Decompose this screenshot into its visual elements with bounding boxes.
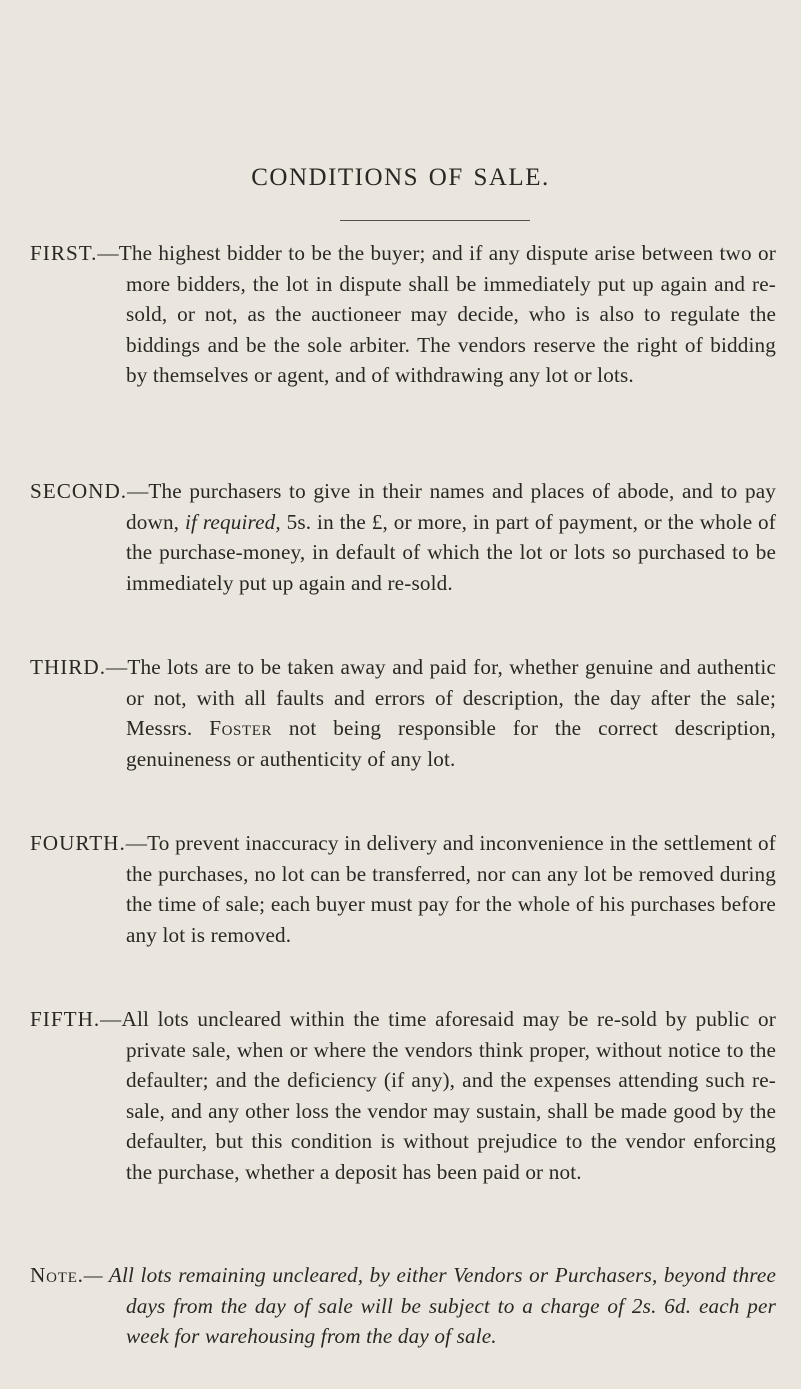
condition-text: —The lots are to be taken away and paid for, whether genuine and authentic or not, with all faults and errors of description, the day after the sale; Messrs. (106, 655, 776, 741)
condition-fifth (30, 1004, 776, 1188)
condition-text: 5s. in the £, or more, in part of payment, or the whole of the purchase-money, in default of which the lot or lots so purchased to be immediately put up again and re-sold. (126, 509, 776, 595)
condition-text: —The highest bidder to be the buyer; and if any dispute arise between two or more bidders, the lot in dispute shall be immediately put up again and re-sold, or not, as the auctioneer may decide, who is also to regulate the biddings and be the sole arbiter. The vendors reserve the right of bidding by themselves or agent, and of withdrawing any lot or lots. (97, 241, 776, 388)
condition-text: —The purchasers to give in their names and places of abode, and to pay down, (126, 479, 776, 534)
condition-heading: FIFTH. (30, 1007, 101, 1031)
page-title: CONDITIONS OF SALE. (251, 164, 550, 191)
condition-heading: THIRD. (30, 655, 107, 679)
note-paragraph (30, 1260, 776, 1352)
condition-third (30, 652, 776, 774)
note-heading: Note. (30, 1263, 84, 1287)
condition-text: —All lots uncleared within the time aforesaid may be re-sold by public or private sale, when or where the vendors think proper, without notice to the defaulter; and the deficiency (if any), and the expenses attending such re-sale, and any other loss the vendor may sustain, shall be made good by the defaulter, but this condition is without prejudice to the vendor enforcing the purchase, whether a deposit has been paid or not. (100, 1007, 776, 1184)
condition-heading: FOURTH. (30, 831, 126, 855)
condition-heading: SECOND. (30, 479, 128, 503)
auctioneer-name: Foster (209, 716, 273, 741)
condition-text: —To prevent inaccuracy in delivery and inconvenience in the settlement of the purchases, no lot can be transferred, nor can any lot be removed during the time of sale; each buyer must pay for the whole of his purchases before any lot is removed. (125, 831, 776, 947)
condition-second (30, 476, 776, 598)
note-text: — All lots remaining uncleared, by either Vendors or Purchasers, beyond three days from the day of sale will be subject to a charge of 2s. 6d. each per week for warehousing from the day of sale. (83, 1263, 776, 1349)
condition-fourth (30, 828, 776, 950)
condition-text-italic: if required, (184, 509, 281, 534)
title-divider (340, 220, 530, 221)
condition-first (30, 238, 776, 391)
condition-text: not being responsible for the correct description, genuineness or authenticity of any lot. (126, 716, 776, 771)
condition-heading: FIRST. (30, 241, 98, 265)
